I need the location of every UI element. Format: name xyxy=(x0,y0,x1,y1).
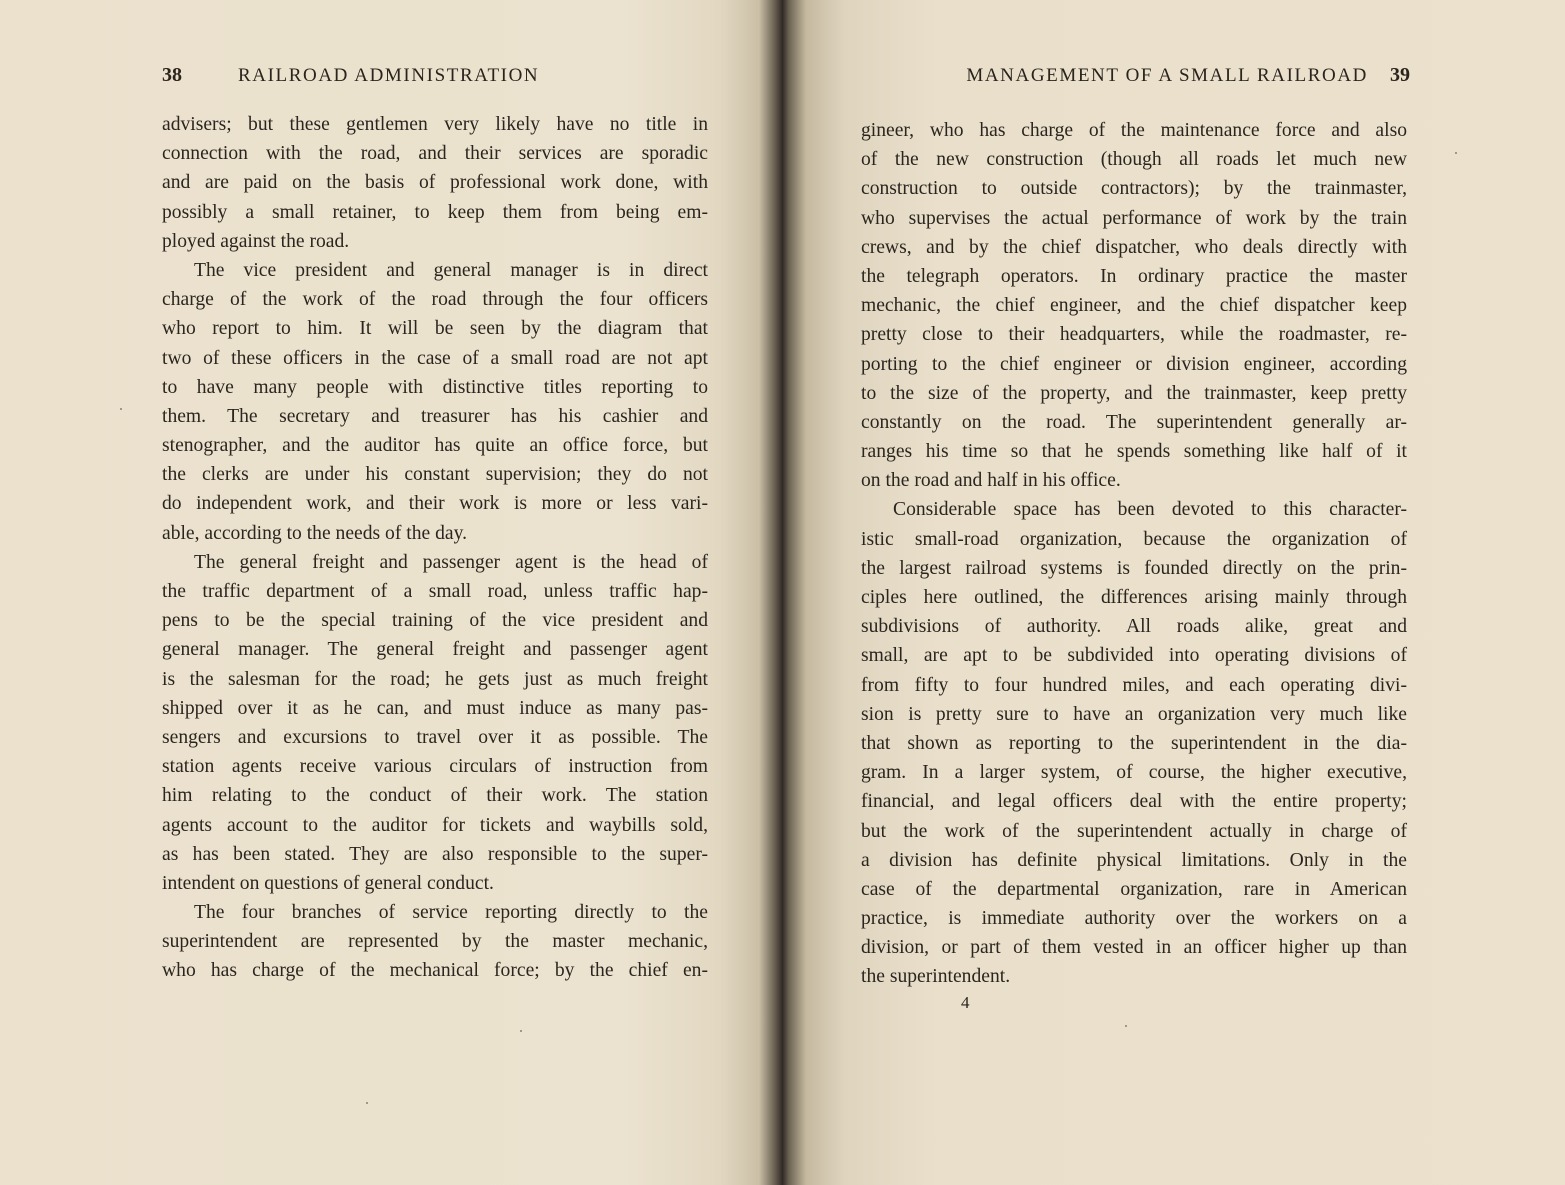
text-line: as has been stated. They are also responsible to the super- xyxy=(162,843,708,865)
text-line: shipped over it as he can, and must induce as many pas- xyxy=(162,697,708,719)
text-line: who supervises the actual performance of work by the train xyxy=(861,207,1407,229)
left-page-number: 38 xyxy=(162,64,182,86)
text-line: general manager. The general freight and passenger agent xyxy=(162,639,708,661)
text-line: of the new construction (though all roads let much new xyxy=(861,149,1407,171)
text-line: practice, is immediate authority over the workers on a xyxy=(861,908,1407,930)
text-line: stenographer, and the auditor has quite an office force, but xyxy=(162,435,708,457)
text-line: a division has definite physical limitations. Only in the xyxy=(861,849,1407,871)
text-line: financial, and legal officers deal with the entire property; xyxy=(861,791,1407,813)
text-line: ciples here outlined, the differences arising mainly through xyxy=(861,587,1407,608)
text-line: istic small-road organization, because the organization of xyxy=(861,528,1407,550)
text-line: to have many people with distinctive titles reporting to xyxy=(162,376,708,398)
right-page-number: 39 xyxy=(1390,64,1410,86)
text-line: do independent work, and their work is more or less vari- xyxy=(162,493,708,515)
text-line: station agents receive various circulars of instruction from xyxy=(162,756,708,778)
text-line: to the size of the property, and the trainmaster, keep pretty xyxy=(861,382,1407,404)
text-line: two of these officers in the case of a small road are not apt xyxy=(162,347,708,369)
text-line: on the road and half in his office. xyxy=(861,470,1121,492)
text-line: the traffic department of a small road, unless traffic hap- xyxy=(162,581,708,602)
text-line: small, are apt to be subdivided into operating divisions of xyxy=(861,645,1407,667)
left-body-text xyxy=(162,110,708,986)
text-line: who report to him. It will be seen by the diagram that xyxy=(162,318,708,340)
paper-speck xyxy=(520,1030,522,1032)
text-line: gram. In a larger system, of course, the higher executive, xyxy=(861,762,1407,784)
text-line: the clerks are under his constant supervision; they do not xyxy=(162,464,708,486)
paper-speck xyxy=(366,1102,368,1104)
text-line: is the salesman for the road; he gets just as much freight xyxy=(162,668,708,690)
text-line: ployed against the road. xyxy=(162,230,350,252)
text-line: mechanic, the chief engineer, and the chief dispatcher keep xyxy=(861,295,1407,317)
text-line: them. The secretary and treasurer has his cashier and xyxy=(162,405,708,427)
text-line: possibly a small retainer, to keep them from being em- xyxy=(162,201,708,223)
text-line: able, according to the needs of the day. xyxy=(162,522,468,544)
text-line: ranges his time so that he spends something like half of it xyxy=(861,441,1407,463)
text-line: The vice president and general manager is in direct xyxy=(194,259,708,281)
text-line: porting to the chief engineer or division engineer, according xyxy=(861,353,1407,375)
right-page xyxy=(785,0,1565,1185)
text-line: gineer, who has charge of the maintenance force and also xyxy=(861,120,1407,141)
paper-speck xyxy=(1125,1025,1127,1027)
left-running-title: RAILROAD ADMINISTRATION xyxy=(238,65,540,86)
text-line: constantly on the road. The superintendent generally ar- xyxy=(861,411,1407,433)
text-line: intendent on questions of general conduct. xyxy=(162,872,494,894)
text-line: Considerable space has been devoted to this character- xyxy=(893,499,1407,521)
text-line: him relating to the conduct of their work. The station xyxy=(162,785,708,807)
right-running-title: MANAGEMENT OF A SMALL RAILROAD xyxy=(966,65,1368,86)
text-line: crews, and by the chief dispatcher, who deals directly with xyxy=(861,236,1407,258)
text-line: The general freight and passenger agent is the head of xyxy=(194,551,708,573)
text-line: the largest railroad systems is founded directly on the prin- xyxy=(861,557,1407,579)
left-page xyxy=(0,0,780,1185)
text-line: subdivisions of authority. All roads alike, great and xyxy=(861,616,1407,638)
text-line: agents account to the auditor for tickets and waybills sold, xyxy=(162,814,708,836)
text-line: and are paid on the basis of professional work done, with xyxy=(162,172,708,194)
text-line: the superintendent. xyxy=(861,966,1011,988)
text-line: case of the departmental organization, rare in American xyxy=(861,878,1407,900)
text-line: pens to be the special training of the vice president and xyxy=(162,610,708,632)
right-body-text xyxy=(861,116,1407,992)
right-running-head xyxy=(905,64,1410,87)
text-line: sion is pretty sure to have an organization very much like xyxy=(861,703,1407,725)
text-line: superintendent are represented by the master mechanic, xyxy=(162,931,708,953)
paper-speck xyxy=(1455,152,1457,154)
text-line: that shown as reporting to the superintendent in the dia- xyxy=(861,732,1407,754)
text-line: the telegraph operators. In ordinary practice the master xyxy=(861,265,1407,287)
left-running-head xyxy=(162,64,712,87)
text-line: charge of the work of the road through the four officers xyxy=(162,289,708,311)
text-line: The four branches of service reporting directly to the xyxy=(194,902,708,924)
text-line: advisers; but these gentlemen very likely have no title in xyxy=(162,114,708,135)
signature-mark: 4 xyxy=(961,993,970,1012)
text-line: pretty close to their headquarters, while the roadmaster, re- xyxy=(861,324,1407,346)
text-line: who has charge of the mechanical force; by the chief en- xyxy=(162,960,708,982)
paper-speck xyxy=(120,408,122,410)
text-line: connection with the road, and their services are sporadic xyxy=(162,143,708,165)
text-line: construction to outside contractors); by the trainmaster, xyxy=(861,178,1407,200)
text-line: division, or part of them vested in an officer higher up than xyxy=(861,937,1407,959)
text-line: sengers and excursions to travel over it as possible. The xyxy=(162,726,708,748)
text-line: but the work of the superintendent actually in charge of xyxy=(861,820,1407,842)
text-line: from fifty to four hundred miles, and each operating divi- xyxy=(861,674,1407,696)
